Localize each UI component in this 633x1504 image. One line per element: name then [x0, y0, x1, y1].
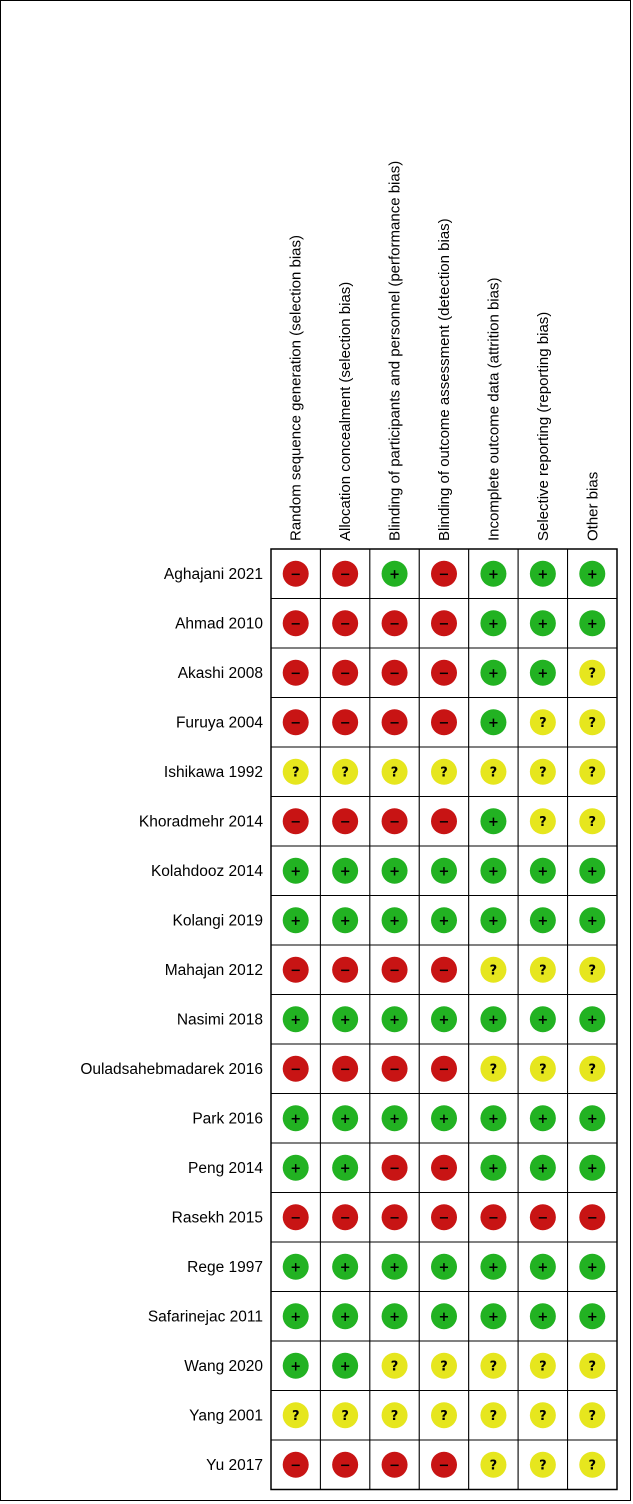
rating-symbol: − — [438, 616, 450, 632]
rating-symbol: − — [339, 715, 351, 731]
column-headers — [288, 161, 602, 541]
rating-symbol: ? — [539, 1408, 547, 1424]
rating-symbol: + — [438, 1012, 450, 1028]
rating-symbol: − — [389, 1210, 401, 1226]
rating-symbol: + — [290, 1359, 302, 1375]
column-header: Blinding of participants and personnel (performance bias) — [386, 160, 404, 541]
rating-symbol: − — [290, 963, 302, 979]
rating-symbol: − — [339, 666, 351, 682]
rating-symbol: + — [586, 616, 598, 632]
study-label: Mahajan 2012 — [164, 961, 263, 979]
rating-symbol: + — [586, 1161, 598, 1177]
rating-symbol: + — [290, 1161, 302, 1177]
rating-symbol: ? — [341, 765, 349, 781]
rating-symbol: − — [438, 1210, 450, 1226]
study-label: Peng 2014 — [188, 1159, 263, 1177]
rating-symbol: − — [389, 1161, 401, 1177]
rating-symbol: + — [290, 913, 302, 929]
rating-symbol: ? — [588, 1408, 597, 1424]
rating-symbol: + — [290, 864, 302, 880]
rating-symbol: + — [438, 864, 450, 880]
study-label: Park 2016 — [192, 1110, 263, 1128]
rating-symbol: + — [537, 1111, 549, 1127]
rating-symbol: + — [586, 1012, 598, 1028]
rating-symbol: ? — [539, 814, 547, 830]
rating-symbol: ? — [588, 814, 597, 830]
rating-symbol: + — [339, 1260, 351, 1276]
rating-symbol: + — [586, 913, 598, 929]
column-header: Random sequence generation (selection bias) — [287, 234, 305, 541]
study-label: Yang 2001 — [189, 1407, 263, 1425]
rating-symbol: + — [339, 1111, 351, 1127]
rating-symbol: + — [290, 1260, 302, 1276]
rating-symbol: ? — [489, 765, 498, 781]
rating-symbol: ? — [489, 963, 498, 979]
rating-symbol: − — [438, 715, 450, 731]
rating-symbol: + — [586, 567, 598, 583]
rating-symbol: + — [487, 567, 499, 583]
rating-symbol: + — [487, 814, 499, 830]
rating-symbol: + — [487, 1161, 499, 1177]
rating-symbol: + — [290, 1309, 302, 1325]
rating-symbol: − — [290, 666, 302, 682]
rating-symbol: ? — [539, 1458, 547, 1474]
rating-symbol: + — [586, 1260, 598, 1276]
rating-symbol: + — [438, 1111, 450, 1127]
rating-symbol: − — [438, 567, 450, 583]
study-label: Kolahdooz 2014 — [150, 862, 263, 880]
rating-symbol: ? — [489, 1408, 498, 1424]
rating-symbol: − — [586, 1210, 598, 1226]
rating-symbol: + — [389, 567, 401, 583]
column-header: Other bias — [584, 471, 602, 541]
rating-symbol: − — [290, 567, 302, 583]
rating-symbol: − — [438, 814, 450, 830]
rating-symbol: + — [537, 1260, 549, 1276]
rating-symbol: − — [290, 1210, 302, 1226]
rating-symbol: ? — [390, 765, 399, 781]
rating-symbol: ? — [341, 1408, 349, 1424]
rating-symbol: ? — [588, 1359, 597, 1375]
column-header: Blinding of outcome assessment (detection bias) — [436, 218, 453, 541]
rating-symbol: ? — [440, 765, 448, 781]
rating-symbol: + — [537, 1161, 549, 1177]
rating-symbol: + — [487, 666, 499, 682]
study-label: Ouladsahebmadarek 2016 — [80, 1060, 263, 1078]
rating-symbol: + — [487, 715, 499, 731]
rating-symbol: − — [389, 715, 401, 731]
rating-symbol: − — [389, 963, 401, 979]
rating-symbol: ? — [489, 1458, 498, 1474]
rating-symbol: + — [537, 616, 549, 632]
rating-symbol: − — [389, 1458, 401, 1474]
rating-symbol: ? — [390, 1359, 399, 1375]
rating-symbol: ? — [588, 963, 597, 979]
rating-symbol: + — [537, 567, 549, 583]
rating-symbol: + — [537, 1012, 549, 1028]
rating-symbol: + — [389, 1111, 401, 1127]
rating-symbol: ? — [588, 765, 597, 781]
study-label: Aghajani 2021 — [163, 565, 263, 583]
rating-symbol: + — [438, 913, 450, 929]
rating-symbol: − — [339, 567, 351, 583]
rating-symbol: + — [290, 1012, 302, 1028]
rating-symbol: − — [290, 1458, 302, 1474]
study-label: Wang 2020 — [184, 1357, 263, 1375]
rating-symbol: − — [487, 1210, 499, 1226]
rating-symbol: + — [389, 1309, 401, 1325]
rating-symbol: − — [290, 715, 302, 731]
rating-symbol: − — [389, 814, 401, 830]
study-label: Rege 1997 — [187, 1258, 263, 1276]
rating-symbol: + — [389, 1012, 401, 1028]
risk-of-bias-summary-chart — [1, 1, 633, 1504]
rating-symbol: + — [487, 616, 499, 632]
rating-symbol: ? — [588, 1062, 597, 1078]
rating-symbol: + — [389, 864, 401, 880]
ratings-grid — [271, 549, 617, 1490]
rating-symbol: + — [487, 864, 499, 880]
rating-symbol: − — [339, 814, 351, 830]
rating-symbol: + — [586, 864, 598, 880]
rating-symbol: ? — [390, 1408, 399, 1424]
rating-symbol: + — [438, 1260, 450, 1276]
rating-symbol: − — [290, 814, 302, 830]
study-label: Kolangi 2019 — [172, 912, 263, 930]
rating-symbol: − — [438, 963, 450, 979]
rating-symbol: − — [438, 1458, 450, 1474]
study-label: Akashi 2008 — [177, 664, 263, 682]
rating-symbol: ? — [489, 1062, 498, 1078]
rating-symbol: − — [438, 666, 450, 682]
rating-symbol: − — [339, 1210, 351, 1226]
rating-symbol: ? — [539, 715, 547, 731]
rating-symbol: + — [339, 913, 351, 929]
rating-symbol: − — [339, 963, 351, 979]
rating-symbol: ? — [588, 666, 597, 682]
study-labels — [80, 566, 263, 1474]
rating-symbol: + — [438, 1309, 450, 1325]
rating-symbol: + — [537, 1309, 549, 1325]
study-label: Yu 2017 — [206, 1456, 263, 1474]
rating-symbol: − — [339, 616, 351, 632]
study-label: Ishikawa 1992 — [163, 763, 263, 781]
rating-symbol: + — [290, 1111, 302, 1127]
rating-symbol: ? — [489, 1359, 498, 1375]
rating-symbol: + — [586, 1309, 598, 1325]
rating-symbol: − — [389, 666, 401, 682]
rating-symbol: ? — [588, 1458, 597, 1474]
rating-symbol: − — [290, 616, 302, 632]
rating-symbol: ? — [539, 765, 547, 781]
study-label: Furuya 2004 — [175, 714, 263, 732]
rating-symbol: + — [339, 1012, 351, 1028]
rating-symbol: + — [339, 864, 351, 880]
rating-symbol: − — [537, 1210, 549, 1226]
column-header: Allocation concealment (selection bias) — [337, 281, 355, 541]
rating-symbol: − — [389, 616, 401, 632]
rating-symbol: − — [389, 1062, 401, 1078]
column-header: Incomplete outcome data (attrition bias) — [485, 277, 503, 541]
rating-symbol: + — [487, 1111, 499, 1127]
rating-symbol: + — [389, 1260, 401, 1276]
study-label: Nasimi 2018 — [176, 1011, 263, 1029]
rating-symbol: + — [487, 1309, 499, 1325]
rating-symbol: + — [339, 1359, 351, 1375]
rating-symbol: ? — [291, 1408, 300, 1424]
rating-symbol: ? — [291, 765, 300, 781]
rating-symbol: ? — [539, 1359, 547, 1375]
study-label: Ahmad 2010 — [175, 615, 263, 633]
rating-symbol: + — [487, 913, 499, 929]
rating-symbol: + — [537, 666, 549, 682]
rating-symbol: + — [537, 913, 549, 929]
rating-symbol: + — [339, 1161, 351, 1177]
rating-symbol: + — [487, 1260, 499, 1276]
study-label: Rasekh 2015 — [171, 1209, 263, 1227]
rating-symbol: + — [487, 1012, 499, 1028]
rating-symbol: ? — [539, 1062, 547, 1078]
study-label: Safarinejac 2011 — [147, 1308, 263, 1326]
rating-symbol: ? — [440, 1408, 448, 1424]
rating-symbol: + — [586, 1111, 598, 1127]
rating-symbol: + — [537, 864, 549, 880]
rating-symbol: − — [339, 1062, 351, 1078]
rating-symbol: − — [339, 1458, 351, 1474]
rating-symbol: ? — [588, 715, 597, 731]
column-header: Selective reporting (reporting bias) — [534, 311, 552, 541]
rating-symbol: − — [290, 1062, 302, 1078]
study-label: Khoradmehr 2014 — [138, 813, 263, 831]
rating-symbol: − — [438, 1161, 450, 1177]
rating-symbol: − — [438, 1062, 450, 1078]
rating-symbol: + — [339, 1309, 351, 1325]
rating-symbol: ? — [440, 1359, 448, 1375]
rating-symbol: + — [389, 913, 401, 929]
rating-symbol: ? — [539, 963, 547, 979]
